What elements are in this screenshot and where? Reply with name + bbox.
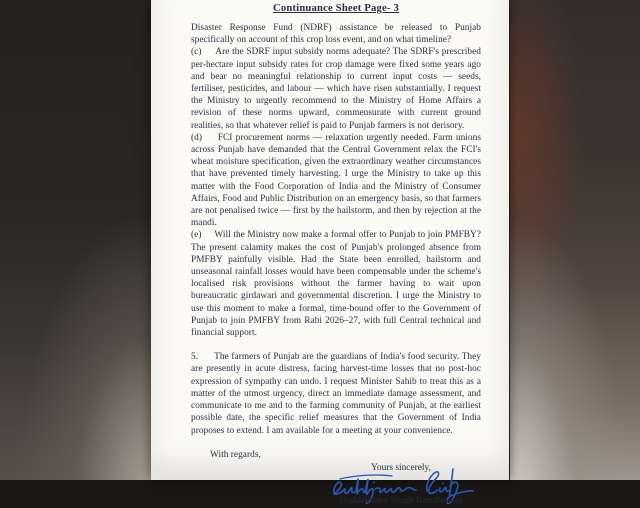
signatory-name: (Sukhjinder Singh Randhawa) — [339, 494, 463, 505]
paragraph-d: (d) FCI procurement norms — relaxation urgently needed. Farm unions across Punjab have demanded that the Central Government relax the FCI's wheat moisture specification, given the extraordinary weather circumstances that have prevented timely harvesting. I urge the Ministry to take up this matter with the Food Corporation of India and the Ministry of Consumer Affairs, Food and Public Distribution on an emergency basis, so that farmers are not penalised twice — first by the hailstorm, and then by rejection at the mandi. — [191, 132, 481, 229]
paragraph-e: (e) Will the Ministry now make a formal offer to Punjab to join PMFBY? The present calamity makes the cost of Punjab's prolonged absence from PMFBY painfully visible. Had the State been enrolled, hailstorm and unseasonal rainfall losses would have been compensable under the scheme's localised risk provisions without the farmer having to wait upon bureaucratic girdawari and governmental discretion. I urge the Ministry to use this moment to make a formal, time-bound offer to the Government of Punjab to join PMFBY from Rabi 2026–27, with full Central technical and financial support. — [191, 230, 481, 339]
blurred-background-right — [510, 0, 640, 480]
sincerely-line: Yours sincerely, — [371, 462, 431, 473]
page-title: Continuance Sheet Page- 3 — [273, 3, 399, 14]
blurred-background-left — [0, 0, 151, 480]
letter-sheet — [151, 0, 509, 505]
letter-content — [191, 3, 481, 505]
paragraph-c: (c) Are the SDRF input subsidy norms adequate? The SDRF's prescribed per-hectare input subsidy rates for crop damage were fixed some years ago and bear no meaningful relationship to current input costs — seeds, fertiliser, pesticides, and labour — which have risen substantially. I request the Ministry to urgently recommend to the Ministry of Home Affairs a revision of these norms upward, commensurate with current ground realities, so that whatever relief is paid to Punjab farmers is not derisory. — [191, 47, 481, 131]
paragraph-5: 5. The farmers of Punjab are the guardians of India's food security. They are presently in acute distress, facing harvest-time losses that no post-hoc expression of sympathy can undo. I request Minister Sahib to treat this as a matter of the utmost urgency, direct an immediate damage assessment, and communicate to me and to the farming community of Punjab, at the earliest possible date, the specific relief measures that the Government of India proposes to extend. I am available for a meeting at your convenience. — [191, 352, 481, 436]
paragraph-intro: Disaster Response Fund (NDRF) assistance be released to Punjab specifically on account of this crop loss event, and on what timeline? — [191, 23, 481, 46]
closing-block — [325, 461, 477, 505]
letter-body — [191, 22, 481, 461]
regards-line: With regards, — [210, 449, 261, 460]
